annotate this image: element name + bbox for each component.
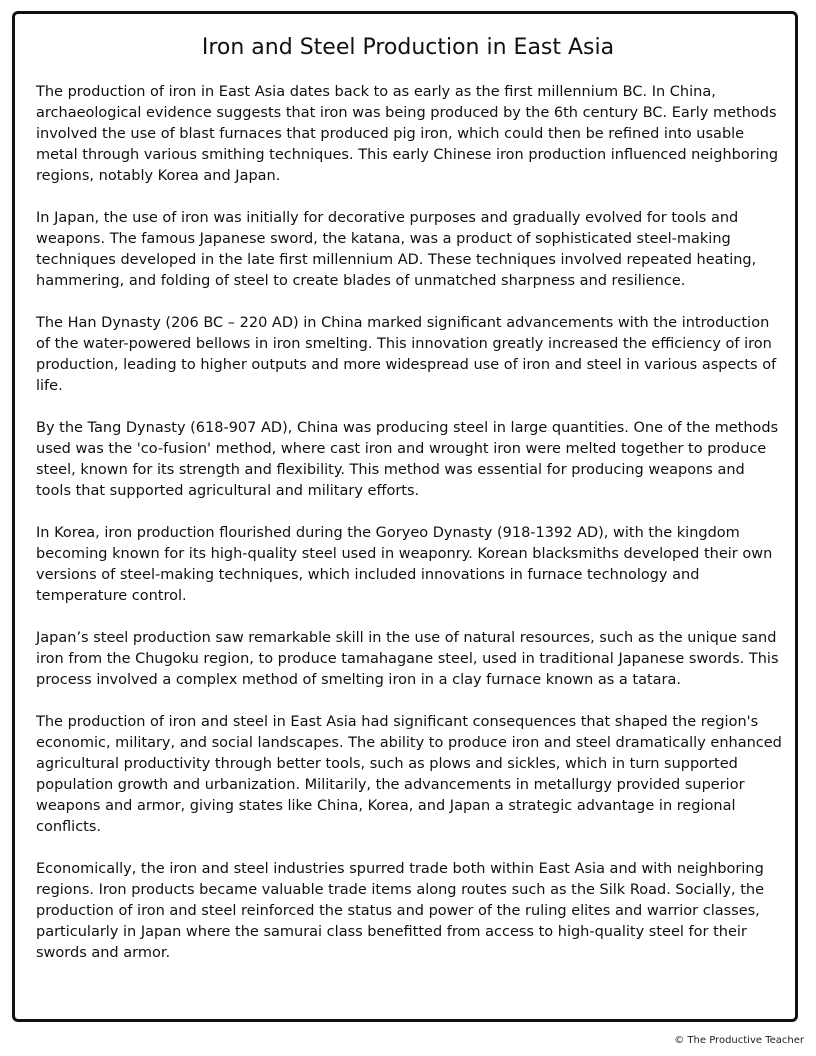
paragraph-8: Economically, the iron and steel industries spurred trade both within East Asia and with neighboring regions. Iron products became valuable trade items along routes such as the Silk Road. Socially, the production of iron and steel reinforced the status and power of the ruling elites and warrior classes, particularly in Japan where the samurai class benefitted from access to high-quality steel for their swords and armor. [36,861,765,961]
paragraph-5: In Korea, iron production flourished during the Goryeo Dynasty (918-1392 AD), with the kingdom becoming known for its high-quality steel used in weaponry. Korean blacksmiths developed their own versions of steel-making techniques, which included innovations in furnace technology and temperature control. [36,525,773,604]
page-title: Iron and Steel Production in East Asia [201,35,615,60]
paragraph-6: Japan’s steel production saw remarkable skill in the use of natural resources, such as the unique sand iron from the Chugoku region, to produce tamahagane steel, used in traditional Japanese swords. This process involved a complex method of smelting iron in a clay furnace known as a tatara. [36,630,779,688]
paragraph-7: The production of iron and steel in East Asia had significant consequences that shaped the region's economic, military, and social landscapes. The ability to produce iron and steel dramatically enhanced agricultural productivity through better tools, such as plows and sickles, which in turn supported population growth and urbanization. Militarily, the advancements in metallurgy provided superior weapons and armor, giving states like China, Korea, and Japan a strategic advantage in regional conflicts. [36,714,782,835]
paragraph-2: In Japan, the use of iron was initially for decorative purposes and gradually evolved for tools and weapons. The famous Japanese sword, the katana, was a product of sophisticated steel-making techniques developed in the late first millennium AD. These techniques involved repeated heating, hammering, and folding of steel to create blades of unmatched sharpness and resilience. [36,210,757,289]
copyright-notice: © The Productive Teacher [674,1035,804,1046]
article-body [36,82,782,985]
paragraph-4: By the Tang Dynasty (618-907 AD), China was producing steel in large quantities. One of the methods used was the 'co-fusion' method, where cast iron and wrought iron were melted together to produce steel, known for its strength and flexibility. This method was essential for producing weapons and tools that supported agricultural and military efforts. [36,420,779,499]
paragraph-3: The Han Dynasty (206 BC – 220 AD) in China marked significant advancements with the introduction of the water-powered bellows in iron smelting. This innovation greatly increased the efficiency of iron production, leading to higher outputs and more widespread use of iron and steel in various aspects of life. [36,315,777,394]
paragraph-1: The production of iron in East Asia dates back to as early as the first millennium BC. In China, archaeological evidence suggests that iron was being produced by the 6th century BC. Early methods involved the use of blast furnaces that produced pig iron, which could then be refined into usable metal through various smithing techniques. This early Chinese iron production influenced neighboring regions, notably Korea and Japan. [36,84,779,184]
